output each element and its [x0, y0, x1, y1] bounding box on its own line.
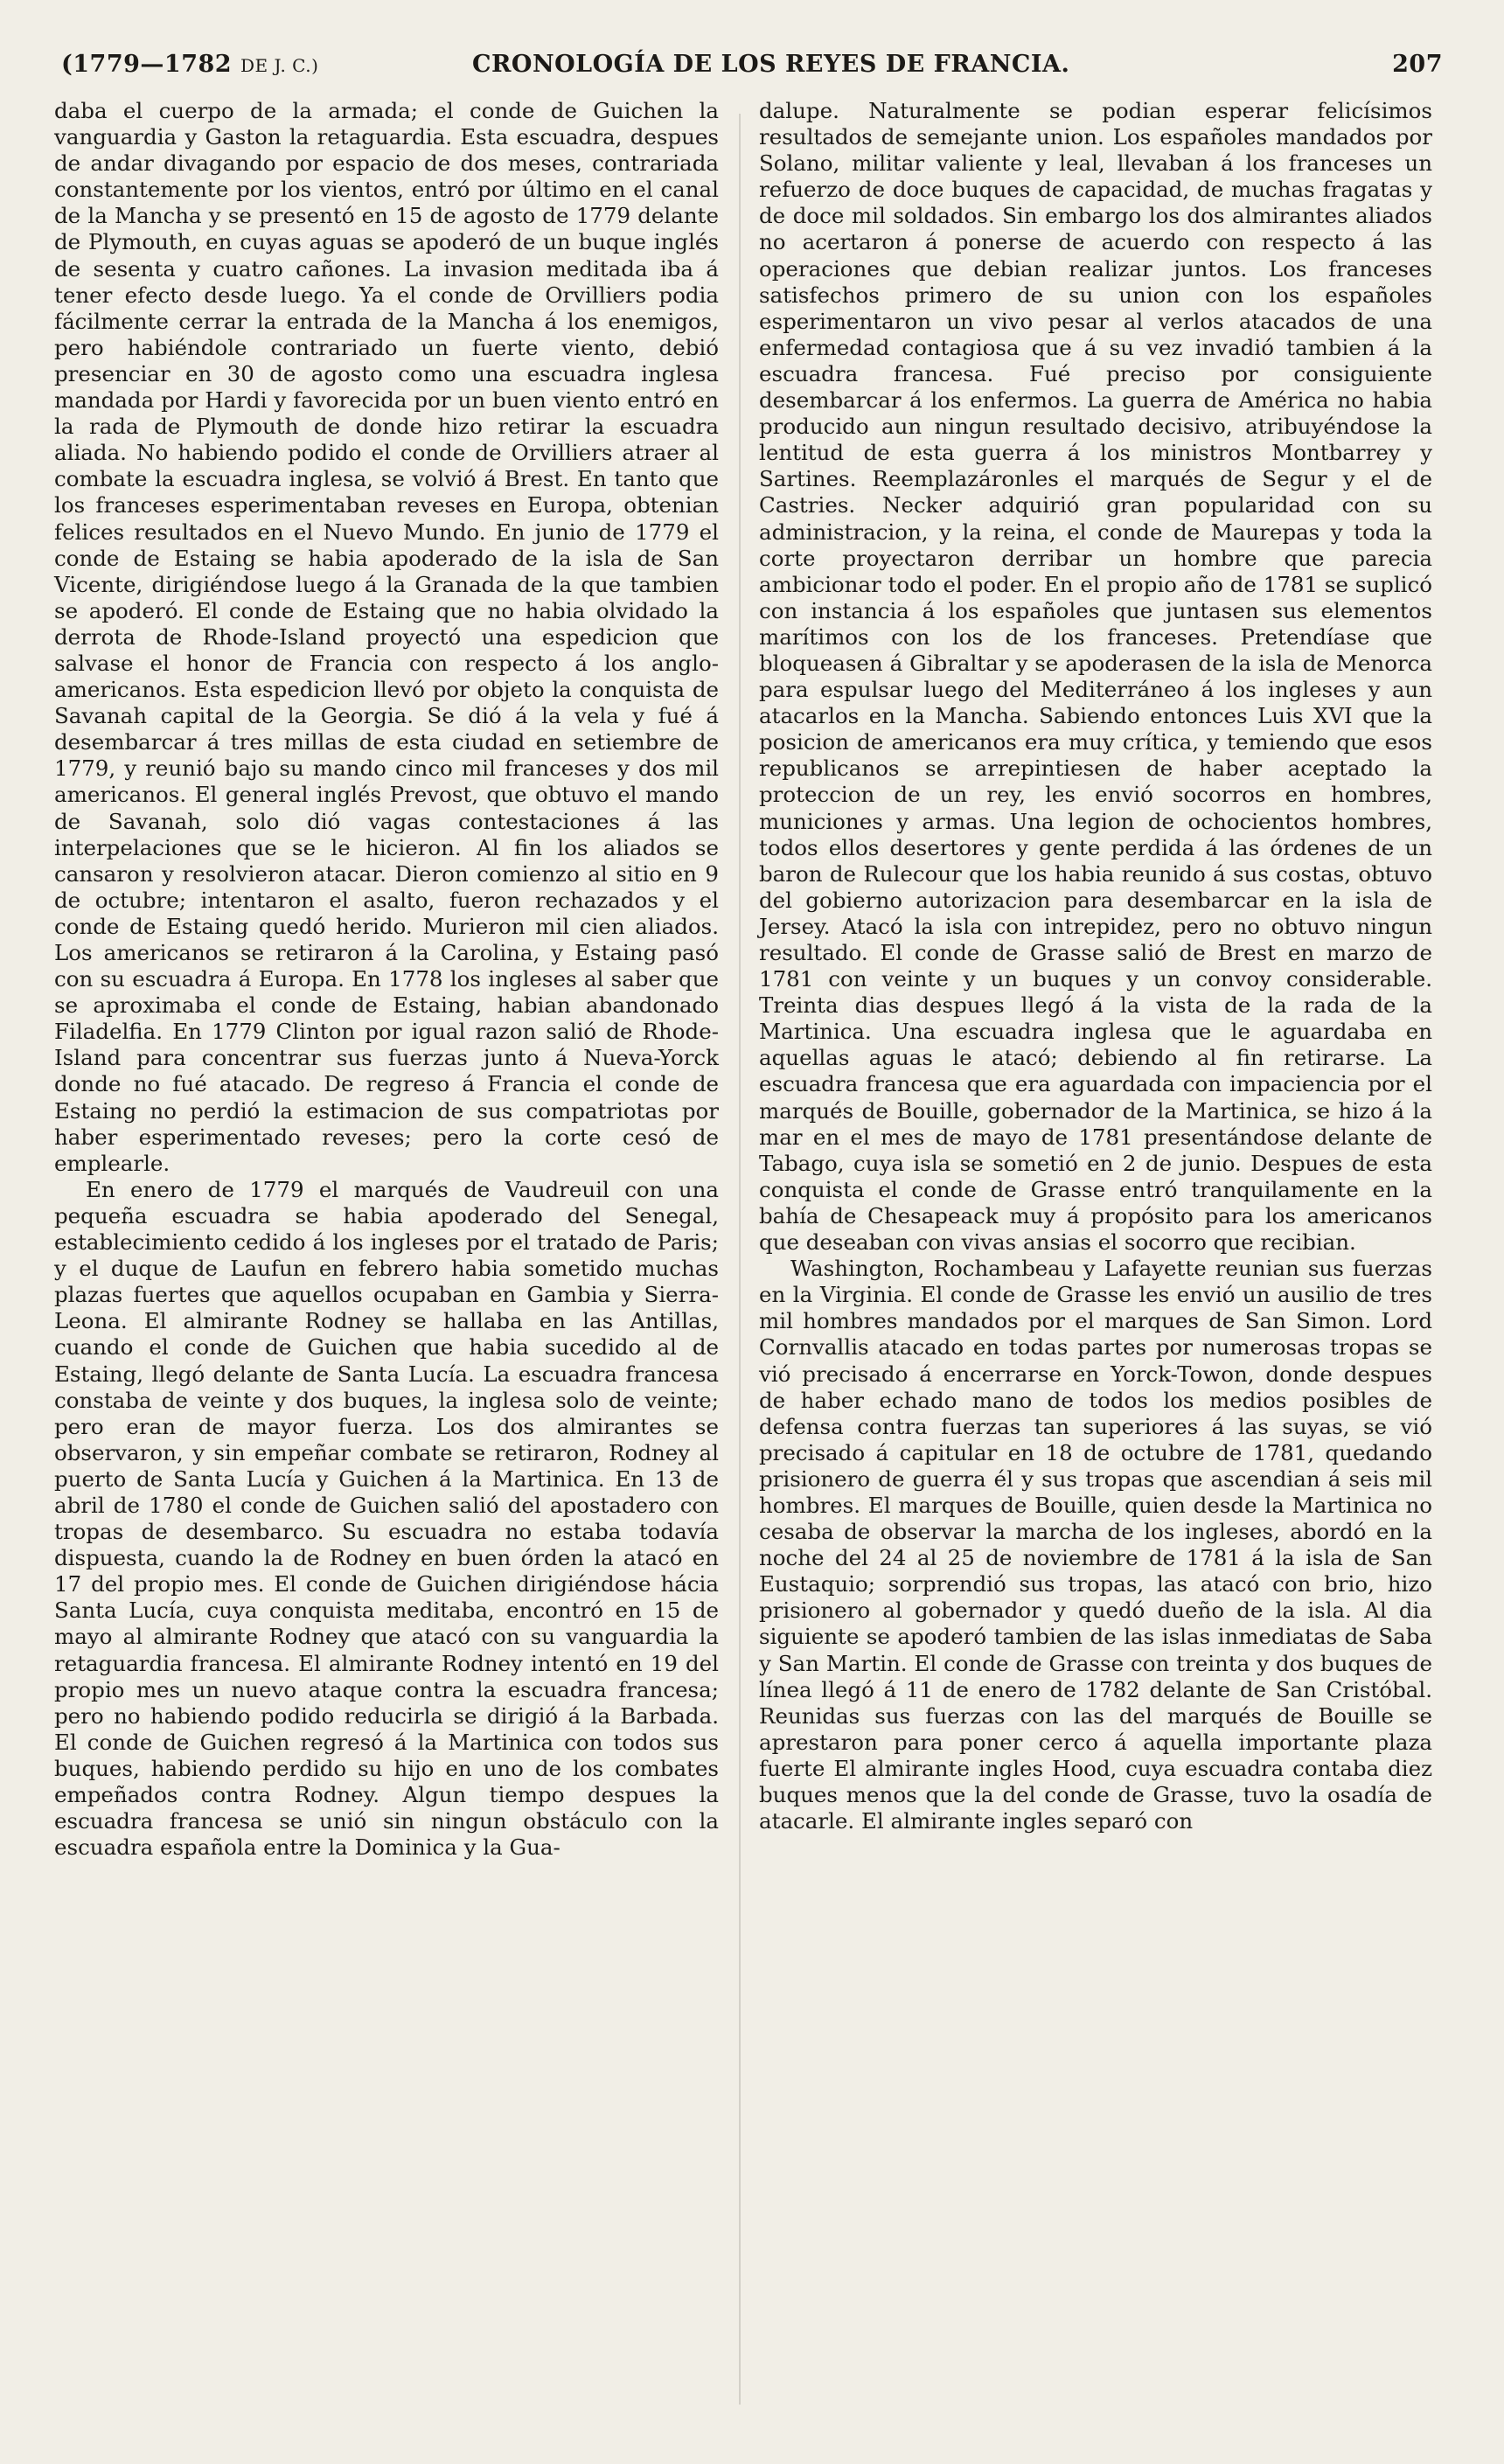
- paragraph: Washington, Rochambeau y Lafayette reunian sus fuerzas en la Virginia. El conde de Grasse les envió un ausilio de tres mil hombres mandados por el marques de San Simon. Lord Cornvallis atacado en todas partes por numerosas tropas se vió precisado á encerrarse en Yorck-Towon, donde despues de haber echado mano de todos los medios posibles de defensa contra fuerzas tan superiores á las suyas, se vió precisado á capitular en 18 de octubre de 1781, quedando prisionero de guerra él y sus tropas que ascendian á seis mil hombres. El marques de Bouille, quien desde la Martinica no cesaba de observar la marcha de los ingleses, abordó en la noche del 24 al 25 de noviembre de 1781 á la isla de San Eustaquio; sorprendió sus tropas, las atacó con brio, hizo prisionero al gobernador y quedó dueño de la isla. Al dia siguiente se apoderó tambien de las islas inmediatas de Saba y San Martin. El conde de Grasse con treinta y dos buques de línea llegó á 11 de enero de 1782 delante de San Cristóbal. Reunidas sus fuerzas con las del marqués de Bouille se aprestaron para poner cerco á aquella importante plaza fuerte El almirante ingles Hood, cuya escuadra contaba diez buques menos que la del conde de Grasse, tuvo la osadía de atacarle. El almirante ingles separó con: [759, 1256, 1432, 1834]
- left-column: [54, 98, 719, 1861]
- page-number: 207: [1392, 51, 1443, 78]
- paragraph: daba el cuerpo de la armada; el conde de Guichen la vanguardia y Gaston la retaguardia. Esta escuadra, despues de andar divagando por espacio de dos meses, contrariada constantemente por los vientos, entró por último en el canal de la Mancha y se presentó en 15 de agosto de 1779 delante de Plymouth, en cuyas aguas se apoderó de un buque inglés de sesenta y cuatro cañones. La invasion meditada iba á tener efecto desde luego. Ya el conde de Orvilliers podia fácilmente cerrar la entrada de la Mancha á los enemigos, pero habiéndole contrariado un fuerte viento, debió presenciar en 30 de agosto como una escuadra inglesa mandada por Hardi y favorecida por un buen viento entró en la rada de Plymouth de donde hizo retirar la escuadra aliada. No habiendo podido el conde de Orvilliers atraer al combate la escuadra inglesa, se volvió á Brest. En tanto que los franceses esperimentaban reveses en Europa, obtenian felices resultados en el Nuevo Mundo. En junio de 1779 el conde de Estaing se habia apoderado de la isla de San Vicente, dirigiéndose luego á la Granada de la que tambien se apoderó. El conde de Estaing que no habia olvidado la derrota de Rhode-Island proyectó una espedicion que salvase el honor de Francia con respecto á los anglo-americanos. Esta espedicion llevó por objeto la conquista de Savanah capital de la Georgia. Se dió á la vela y fué á desembarcar á tres millas de esta ciudad en setiembre de 1779, y reunió bajo su mando cinco mil franceses y dos mil americanos. El general inglés Prevost, que obtuvo el mando de Savanah, solo dió vagas contestaciones á las interpelaciones que se le hicieron. Al fin los aliados se cansaron y resolvieron atacar. Dieron comienzo al sitio en 9 de octubre; intentaron el asalto, fueron rechazados y el conde de Estaing quedó herido. Murieron mil cien aliados. Los americanos se retiraron á la Carolina, y Estaing pasó con su escuadra á Europa. En 1778 los ingleses al saber que se aproximaba el conde de Estaing, habian abandonado Filadelfia. En 1779 Clinton por igual razon salió de Rhode-Island para concentrar sus fuerzas junto á Nueva-Yorck donde no fué atacado. De regreso á Francia el conde de Estaing no perdió la estimacion de sus compatriotas por haber esperimentado reveses; pero la corte cesó de emplearle.: [54, 98, 719, 1176]
- right-column: [759, 98, 1432, 1834]
- header-dates: (1779—1782: [61, 51, 233, 78]
- header-date-range: [61, 51, 318, 78]
- running-header: [61, 51, 1443, 86]
- paragraph: dalupe. Naturalmente se podian esperar felicísimos resultados de semejante union. Los españoles mandados por Solano, militar valiente y leal, llevaban á los franceses un refuerzo de doce buques de capacidad, de muchas fragatas y de doce mil soldados. Sin embargo los dos almirantes aliados no acertaron á ponerse de acuerdo con respecto á las operaciones que debian realizar juntos. Los franceses satisfechos primero de su union con los españoles esperimentaron un vivo pesar al verlos atacados de una enfermedad contagiosa que á su vez invadió tambien á la escuadra francesa. Fué preciso por consiguiente desembarcar á los enfermos. La guerra de América no habia producido aun ningun resultado decisivo, atribuyéndose la lentitud de esta guerra á los ministros Montbarrey y Sartines. Reemplazáronles el marqués de Segur y el de Castries. Necker adquirió gran popularidad con su administracion, y la reina, el conde de Maurepas y toda la corte proyectaron derribar un hombre que parecia ambicionar todo el poder. En el propio año de 1781 se suplicó con instancia á los españoles que juntasen sus elementos marítimos con los de los franceses. Pretendíase que bloqueasen á Gibraltar y se apoderasen de la isla de Menorca para espulsar luego del Mediterráneo á los ingleses y aun atacarlos en la Mancha. Sabiendo entonces Luis XVI que la posicion de americanos era muy crítica, y temiendo que esos republicanos se arrepintiesen de haber aceptado la proteccion de un rey, les envió socorros en hombres, municiones y armas. Una legion de ochocientos hombres, todos ellos desertores y gente perdida á las órdenes de un baron de Rulecour que los habia reunido á sus costas, obtuvo del gobierno autorizacion para desembarcar en la isla de Jersey. Atacó la isla con intrepidez, pero no obtuvo ningun resultado. El conde de Grasse salió de Brest en marzo de 1781 con veinte y un buques y un convoy considerable. Treinta dias despues llegó á la vista de la rada de la Martinica. Una escuadra inglesa que le aguardaba en aquellas aguas le atacó; debiendo al fin retirarse. La escuadra francesa que era aguardada con impaciencia por el marqués de Bouille, gobernador de la Martinica, se hizo á la mar en el mes de mayo de 1781 presentándose delante de Tabago, cuya isla se sometió en 2 de junio. Despues de esta conquista el conde de Grasse entró tranquilamente en la bahía de Chesapeack muy á propósito para los americanos que deseaban con vivas ansias el socorro que recibian.: [759, 98, 1432, 1256]
- paragraph: En enero de 1779 el marqués de Vaudreuil con una pequeña escuadra se habia apoderado del Senegal, establecimiento cedido á los ingleses por el tratado de Paris; y el duque de Laufun en febrero habia sometido muchas plazas fuertes que aquellos ocupaban en Gambia y Sierra-Leona. El almirante Rodney se hallaba en las Antillas, cuando el conde de Guichen que habia sucedido al de Estaing, llegó delante de Santa Lucía. La escuadra francesa constaba de veinte y dos buques, la inglesa solo de veinte; pero eran de mayor fuerza. Los dos almirantes se observaron, y sin empeñar combate se retiraron, Rodney al puerto de Santa Lucía y Guichen á la Martinica. En 13 de abril de 1780 el conde de Guichen salió del apostadero con tropas de desembarco. Su escuadra no estaba todavía dispuesta, cuando la de Rodney en buen órden la atacó en 17 del propio mes. El conde de Guichen dirigiéndose hácia Santa Lucía, cuya conquista meditaba, encontró en 15 de mayo al almirante Rodney que atacó con su vanguardia la retaguardia francesa. El almirante Rodney intentó en 19 del propio mes un nuevo ataque contra la escuadra francesa; pero no habiendo podido reducirla se dirigió á la Barbada. El conde de Guichen regresó á la Martinica con todos sus buques, habiendo perdido su hijo en uno de los combates empeñados contra Rodney. Algun tiempo despues la escuadra francesa se unió sin ningun obstáculo con la escuadra española entre la Dominica y la Gua-: [54, 1176, 719, 1861]
- column-divider: [739, 114, 741, 2405]
- header-era: DE J. C.): [240, 55, 319, 76]
- header-title: CRONOLOGÍA DE LOS REYES DE FRANCIA.: [472, 51, 1070, 78]
